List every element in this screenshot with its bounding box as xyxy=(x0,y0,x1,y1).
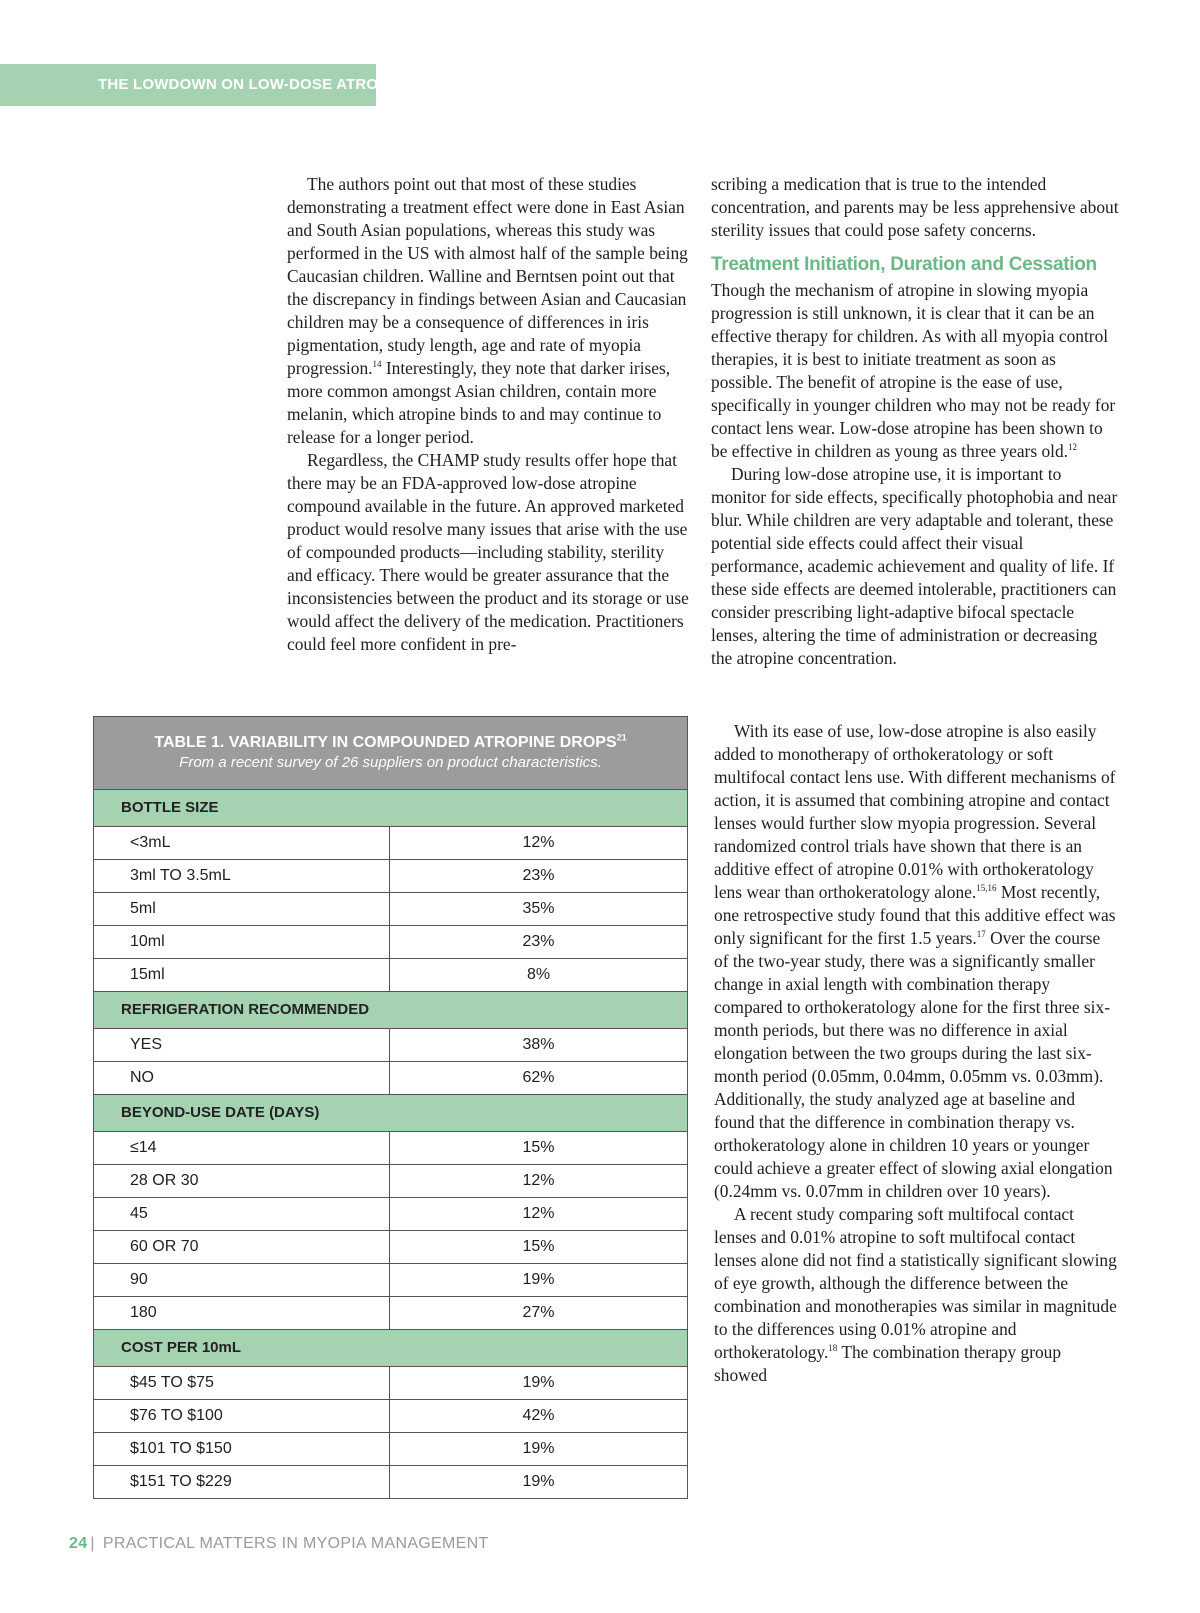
running-header-title: THE LOWDOWN ON LOW-DOSE ATROPINE xyxy=(98,76,415,93)
table-cell-label: 3ml TO 3.5mL xyxy=(94,860,390,892)
table-row xyxy=(94,826,687,859)
table-cell-value: 12% xyxy=(522,1205,555,1222)
table-row xyxy=(94,1061,687,1094)
paragraph: A recent study comparing soft multifocal contact lenses and 0.01% atropine to soft multifocal contact lenses alone did not find a statistically significant slowing of eye growth, although the difference between the combination and monotherapies was similar in magnitude to the differences using 0.01% atropine and orthokeratology.$^{18}$ The combination therapy group showed xyxy=(714,1204,1117,1385)
table-subtitle: From a recent survey of 26 suppliers on product characteristics. xyxy=(179,754,602,771)
table-cell-value: 42% xyxy=(522,1407,555,1424)
table-row xyxy=(94,1366,687,1399)
table-cell-value: 15% xyxy=(522,1238,555,1255)
citation: 18 xyxy=(828,1343,838,1354)
paragraph: With its ease of use, low-dose atropine is also easily added to monotherapy of orthokeratology or soft multifocal contact lens use. With different mechanisms of action, it is assumed that combining atropine and contact lenses would further slow myopia progression. Several randomized control trials have shown that there is an additive effect of atropine 0.01% with orthokeratology lens wear than orthokeratology alone.$^{15,16}$ Most recently, one retrospective study found that this additive effect was only significant for the first 1.5 years.$^{17}$ Over the course of the two-year study, there was a significantly smaller change in axial length with combination therapy compared to orthokeratology alone for the first three six-month periods, but there was no difference in axial elongation between the two groups during the last six-month period (0.05mm, 0.04mm, 0.05mm vs. 0.03mm). Additionally, the study analyzed age at baseline and found that the difference in combination therapy vs. orthokeratology alone in children 10 years or younger could achieve a greater effect of slowing axial elongation (0.24mm vs. 0.07mm in children over 10 years). xyxy=(714,721,1116,1201)
table-row xyxy=(94,925,687,958)
left-text-column xyxy=(287,173,691,656)
table-group-header: COST PER 10mL xyxy=(94,1329,687,1366)
table-cell-label: 5ml xyxy=(94,893,390,925)
table-row xyxy=(94,1164,687,1197)
table-cell-value: 8% xyxy=(526,966,551,983)
table-cell-label: $76 TO $100 xyxy=(94,1400,390,1432)
table-cell-label: 180 xyxy=(94,1297,390,1329)
table-row xyxy=(94,1296,687,1329)
citation: 14 xyxy=(372,359,382,370)
table-cell-label: $45 TO $75 xyxy=(94,1367,390,1399)
paragraph: Though the mechanism of atropine in slowing myopia progression is still unknown, it is clear that it can be an effective therapy for children. As with all myopia control therapies, it is best to initiate treatment as soon as possible. The benefit of atropine is the ease of use, specifically in younger children who may not be ready for contact lens wear. Low-dose atropine has been shown to be effective in children as young as three years old.$^{12}$ xyxy=(711,280,1116,461)
running-header xyxy=(0,64,415,106)
table-cell-label: $101 TO $150 xyxy=(94,1433,390,1465)
table-cell-label: 45 xyxy=(94,1198,390,1230)
table-row xyxy=(94,859,687,892)
table-cell-label: <3mL xyxy=(94,827,390,859)
section-heading: Treatment Initiation, Duration and Cessation xyxy=(711,254,1097,275)
table-caption xyxy=(94,717,687,789)
table-cell-label: 90 xyxy=(94,1264,390,1296)
table-row xyxy=(94,892,687,925)
table-row xyxy=(94,958,687,991)
table-group-header: BOTTLE SIZE xyxy=(94,789,687,826)
table-cell-value: 62% xyxy=(522,1069,555,1086)
table-row xyxy=(94,1028,687,1061)
citation: 17 xyxy=(976,929,986,940)
table-cell-value: 38% xyxy=(522,1036,555,1053)
paragraph: The authors point out that most of these studies demonstrating a treatment effect were done in East Asian and South Asian populations, whereas this study was performed in the US with almost half of the sample being Caucasian children. Walline and Berntsen point out that the discrepancy in findings between Asian and Caucasian children may be a consequence of differences in iris pigmentation, study length, age and rate of myopia progression.$^{14}$ Interestingly, they note that darker irises, more common amongst Asian children, contain more melanin, which atropine binds to and may continue to release for a longer period. xyxy=(287,174,688,447)
table-cell-value: 12% xyxy=(522,834,555,851)
table-row xyxy=(94,1465,687,1498)
table-cell-value: 19% xyxy=(522,1271,555,1288)
table-row xyxy=(94,1230,687,1263)
table-cell-label: YES xyxy=(94,1029,390,1061)
citation: 15,16 xyxy=(976,883,997,894)
table-cell-label: 10ml xyxy=(94,926,390,958)
table-row xyxy=(94,1131,687,1164)
table-cell-value: 35% xyxy=(522,900,555,917)
table-cell-label: 15ml xyxy=(94,959,390,991)
citation: 12 xyxy=(1068,442,1078,453)
table-cell-value: 19% xyxy=(522,1473,555,1490)
table-row xyxy=(94,1399,687,1432)
citation: 21 xyxy=(616,732,627,743)
table-cell-value: 23% xyxy=(522,867,555,884)
table-cell-value: 23% xyxy=(522,933,555,950)
table-group-header: BEYOND-USE DATE (DAYS) xyxy=(94,1094,687,1131)
table-row xyxy=(94,1197,687,1230)
table-body xyxy=(94,789,687,1498)
paragraph: scribing a medication that is true to the intended concentration, and parents may be less apprehensive about sterility issues that could pose safety concerns. xyxy=(711,174,1119,240)
table-title: TABLE 1. VARIABILITY IN COMPOUNDED ATROPINE DROPS$^{21}$ xyxy=(154,732,627,751)
table-cell-value: 15% xyxy=(522,1139,555,1156)
table-row xyxy=(94,1263,687,1296)
paragraph: During low-dose atropine use, it is important to monitor for side effects, specifically photophobia and near blur. While children are very adaptable and tolerant, these potential side effects could affect their visual performance, academic achievement and quality of life. If these side effects are deemed intolerable, practitioners can consider prescribing light-adaptive bifocal spectacle lenses, altering the time of administration or decreasing the atropine concentration. xyxy=(711,464,1118,668)
table-cell-label: 60 OR 70 xyxy=(94,1231,390,1263)
table-cell-value: 19% xyxy=(522,1374,555,1391)
right-text-column-bottom xyxy=(714,720,1118,1387)
table-cell-label: 28 OR 30 xyxy=(94,1165,390,1197)
table-cell-value: 12% xyxy=(522,1172,555,1189)
atropine-variability-table xyxy=(93,716,688,1499)
page-number: 24 xyxy=(69,1535,88,1552)
right-text-column-top xyxy=(711,173,1119,670)
table-cell-value: 19% xyxy=(522,1440,555,1457)
table-row xyxy=(94,1432,687,1465)
table-cell-label: NO xyxy=(94,1062,390,1094)
table-cell-label: $151 TO $229 xyxy=(94,1466,390,1498)
paragraph: Regardless, the CHAMP study results offer hope that there may be an FDA-approved low-dose atropine compound available in the future. An approved marketed product would resolve many issues that arise with the use of compounded products—including stability, sterility and efficacy. There would be greater assurance that the inconsistencies between the product and its storage or use would affect the delivery of the medication. Practitioners could feel more confident in pre- xyxy=(287,450,689,654)
table-cell-label: ≤14 xyxy=(94,1132,390,1164)
table-group-header: REFRIGERATION RECOMMENDED xyxy=(94,991,687,1028)
publication-name: PRACTICAL MATTERS IN MYOPIA MANAGEMENT xyxy=(102,1535,489,1552)
page-footer xyxy=(69,1535,489,1553)
table-cell-value: 27% xyxy=(522,1304,555,1321)
footer-separator: | xyxy=(90,1535,95,1552)
